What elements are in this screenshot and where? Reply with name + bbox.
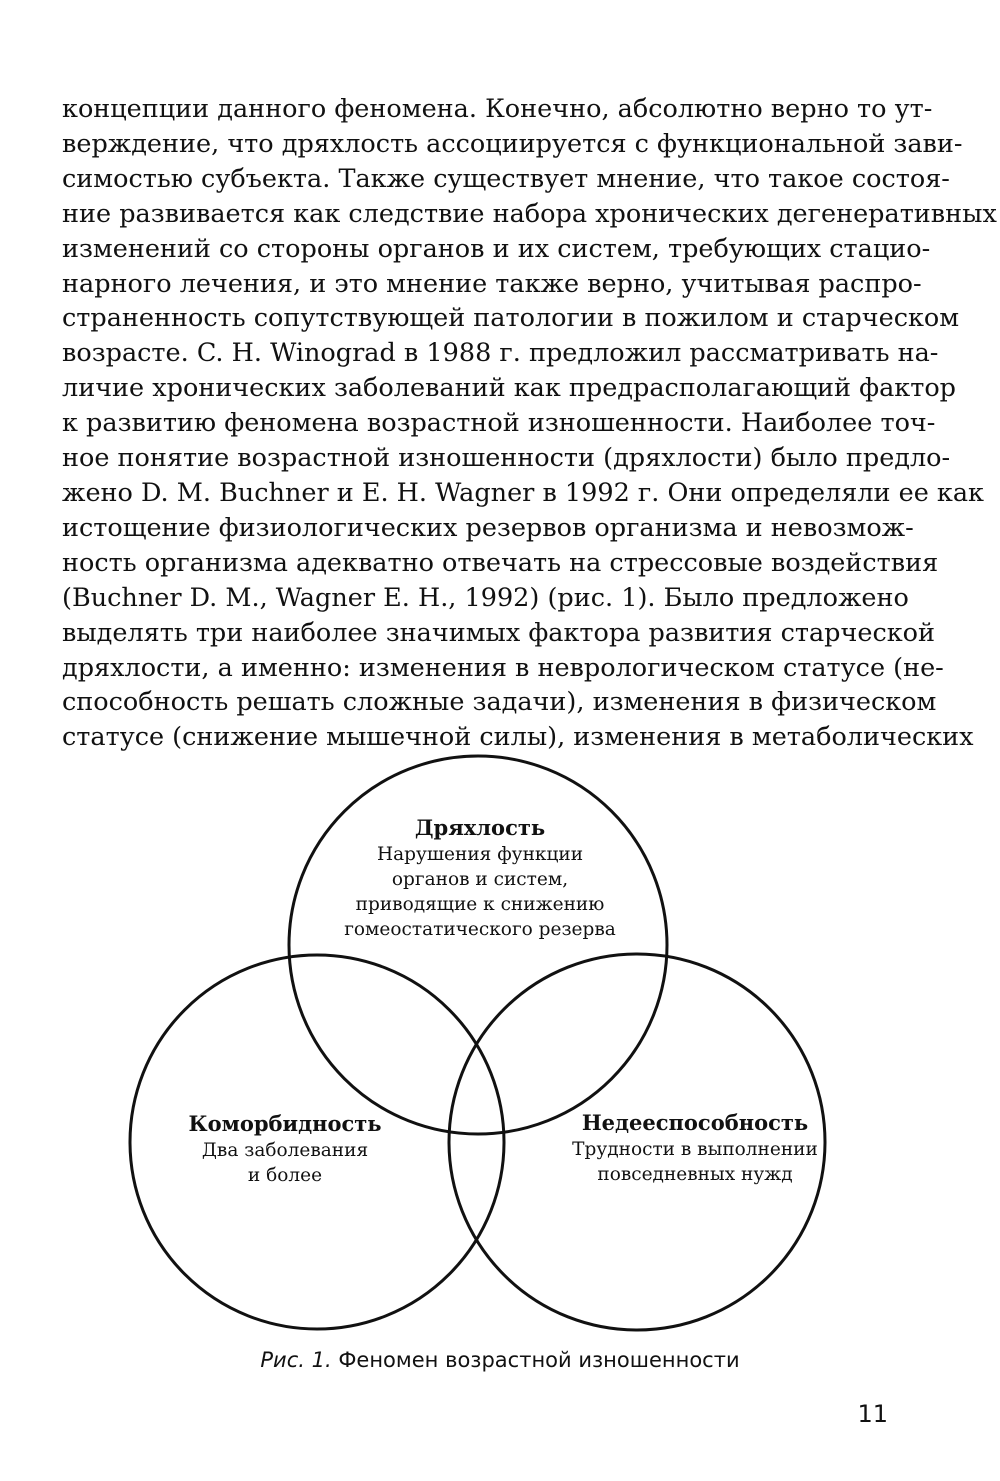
text-line: к развитию феномена возрастной изношенности. Наиболее точ- <box>62 408 936 439</box>
figure-caption-text: Феномен возрастной изношенности <box>338 1348 740 1372</box>
text-line: верждение, что дряхлость ассоциируется с функциональной зави- <box>62 128 963 159</box>
frailty-desc-line: приводящие к снижению <box>355 894 605 915</box>
text-line: (Buchner D. M., Wagner E. H., 1992) (рис. 1). Было предложено <box>62 582 909 613</box>
frailty-label <box>330 814 630 942</box>
text-line: личие хронических заболеваний как предрасполагающий фактор <box>62 373 957 404</box>
text-line: дряхлости, а именно: изменения в неврологическом статусе (не- <box>62 652 944 683</box>
text-line: симостью субъекта. Также существует мнение, что такое состоя- <box>62 163 950 194</box>
text-line: ние развивается как следствие набора хронических дегенеративных <box>62 198 997 229</box>
frailty-desc-line: органов и систем, <box>391 869 569 890</box>
text-line: статусе (снижение мышечной силы), изменения в метаболических <box>62 722 974 753</box>
text-line: истощение физиологических резервов организма и невозмож- <box>62 512 914 543</box>
text-line: выделять три наиболее значимых фактора развития старческой <box>62 617 936 648</box>
disability-label <box>550 1109 840 1187</box>
text-line: жено D. M. Buchner и E. H. Wagner в 1992 г. Они определяли ее как <box>62 477 984 508</box>
disability-desc-line: повседневных нужд <box>597 1164 793 1185</box>
frailty-title: Дряхлость <box>414 815 546 840</box>
text-line: нарного лечения, и это мнение также верно, учитывая распро- <box>62 268 922 299</box>
text-line: концепции данного феномена. Конечно, абсолютно верно то ут- <box>62 94 933 124</box>
text-line: ное понятие возрастной изношенности (дряхлости) было предло- <box>62 443 951 474</box>
figure-label: Рис. 1. <box>260 1348 332 1372</box>
text-line: способность решать сложные задачи), изменения в физическом <box>62 687 937 718</box>
disability-desc-line: Трудности в выполнении <box>572 1139 818 1160</box>
comorbidity-label <box>170 1110 400 1188</box>
comorbidity-title: Коморбидность <box>188 1111 382 1136</box>
comorbidity-desc-line: Два заболевания <box>201 1140 369 1161</box>
text-line: страненность сопутствующей патологии в пожилом и старческом <box>62 303 960 334</box>
circle-frailty <box>289 756 667 1134</box>
text-line: ность организма адекватно отвечать на стрессовые воздействия <box>62 547 939 578</box>
disability-title: Недееспособность <box>581 1110 809 1135</box>
frailty-desc-line: Нарушения функции <box>376 844 584 865</box>
comorbidity-desc-line: и более <box>247 1165 323 1186</box>
frailty-desc-line: гомеостатического резерва <box>344 919 616 940</box>
text-line: изменений со стороны органов и их систем, требующих стацио- <box>62 233 931 264</box>
figure-caption <box>0 1348 1000 1372</box>
page-number: 11 <box>857 1400 888 1428</box>
text-line: возрасте. C. H. Winograd в 1988 г. предложил рассматривать на- <box>62 338 939 369</box>
